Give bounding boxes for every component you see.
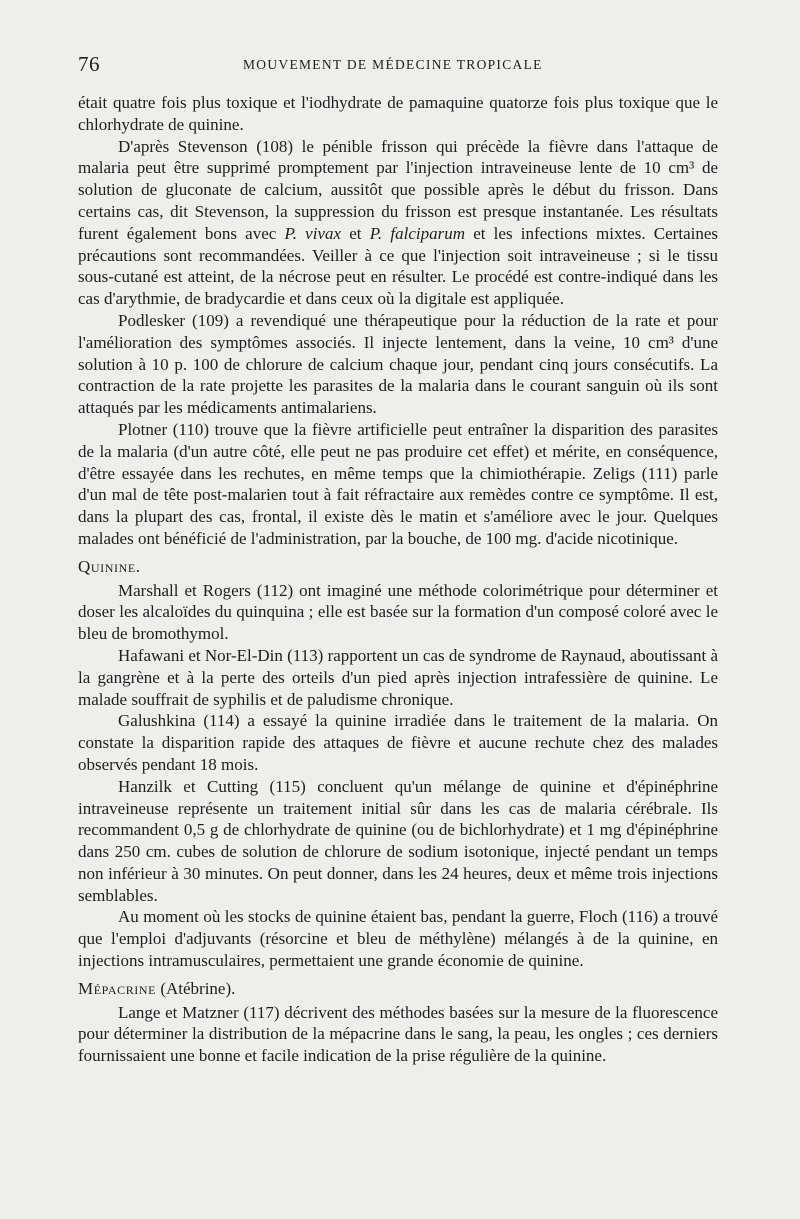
paragraph-floch: Au moment où les stocks de quinine étaient bas, pendant la guerre, Floch (116) a trouvé que l'emploi d'adjuvants (résorcine et bleu de méthylène) mélangés à de la quinine, en injections intramusculaires, permettaient une grande économie de quinine.: [78, 907, 718, 971]
paragraph-continuation: était quatre fois plus toxique et l'iodhydrate de pamaquine quatorze fois plus toxique que le chlorhydrate de quinine.: [78, 93, 718, 134]
paragraph-plotner: Plotner (110) trouve que la fièvre artificielle peut entraîner la disparition des parasites de la malaria (d'un autre côté, elle peut ne pas produire cet effet) et mérite, en conséquence, d'être essayée dans les rechutes, en même temps que la chimiothérapie. Zeligs (111) parle d'un mal de tête post-malarien tout à fait réfractaire aux remèdes contre ce symptôme. Il est, dans la plupart des cas, frontal, il existe dès le matin et s'améliore avec le jour. Quelques malades ont bénéficié de l'administration, par la bouche, de 100 mg. d'acide nicotinique.: [78, 419, 718, 548]
section-heading-mepacrine-main: Mépacrine: [78, 978, 157, 998]
paragraph-lange: Lange et Matzner (117) décrivent des méthodes basées sur la mesure de la fluorescence pour déterminer la distribution de la mépacrine dans le sang, la peau, les ongles ; ces derniers fournissaient une bonne et facile indication de la prise régulière de la quinine.: [78, 1002, 718, 1066]
section-heading-mepacrine: [78, 978, 718, 1000]
paragraph-galushkina: Galushkina (114) a essayé la quinine irradiée dans le traitement de la malaria. On constate la disparition rapide des attaques de fièvre et aucune rechute chez des malades observés pendant 18 mois.: [78, 711, 718, 774]
paragraph-podlesker: Podlesker (109) a revendiqué une thérapeutique pour la réduction de la rate et pour l'amélioration des symptômes associés. Il injecte lentement, dans la veine, 10 cm³ d'une solution à 10 p. 100 de chlorure de calcium chaque jour, pendant cinq jours consécutifs. La contraction de la rate projette les parasites de la malaria dans le courant sanguin où ils sont attaqués par les médicaments antimalariens.: [78, 310, 718, 418]
species-name: P. vivax: [284, 223, 342, 243]
section-heading-quinine: Quinine.: [78, 556, 141, 576]
page-number: 76: [78, 52, 100, 76]
section-heading-mepacrine-alt: (Atébrine).: [156, 978, 236, 998]
paragraph-stevenson: [78, 136, 718, 310]
journal-title: MOUVEMENT DE MÉDECINE TROPICALE: [243, 57, 543, 72]
running-header: [78, 52, 718, 82]
body-text: [78, 92, 718, 1067]
paragraph-text: et les infections mixtes. Certaines précautions sont recommandées. Veiller à ce que l'injection soit intraveineuse ; si le tissu sous-cutané est atteint, de la nécrose peut en résulter. Le procédé est contre-indiqué dans les cas d'arythmie, de bradycardie et dans ceux où la digitale est appliquée.: [78, 223, 718, 309]
paragraph-text: D'après Stevenson (108) le pénible frisson qui précède la fièvre dans l'attaque de malaria peut être supprimé promptement par l'injection intraveineuse lente de 10 cm³ de solution de gluconate de calcium, aussitôt que possible après le début du frisson. Dans certains cas, dit Stevenson, la suppression du frisson est presque instantanée. Les résultats furent également bons avec: [78, 136, 718, 243]
paragraph-text: et: [341, 223, 370, 243]
paragraph-hanzilk: Hanzilk et Cutting (115) concluent qu'un mélange de quinine et d'épinéphrine intraveineuse représente un traitement initial sûr dans les cas de malaria cérébrale. Ils recommandent 0,5 g de chlorhydrate de quinine (ou de bichlorhydrate) et 1 mg d'épinéphrine dans 250 cm. cubes de solution de chlorure de sodium isotonique, injecté pendant un temps non inférieur à 30 minutes. On peut donner, dans les 24 heures, deux et même trois injections semblables.: [78, 776, 718, 905]
paragraph-hafawani: Hafawani et Nor-El-Din (113) rapportent un cas de syndrome de Raynaud, aboutissant à la gangrène et à la perte des orteils d'un pied après injection intrafessière de quinine. Le malade souffrait de syphilis et de paludisme chronique.: [78, 645, 718, 709]
paragraph-marshall: Marshall et Rogers (112) ont imaginé une méthode colorimétrique pour déterminer et doser les alcaloïdes du quinquina ; elle est basée sur la formation d'un composé coloré avec le bleu de bromothymol.: [78, 580, 718, 644]
species-name: P. falciparum: [369, 223, 465, 243]
